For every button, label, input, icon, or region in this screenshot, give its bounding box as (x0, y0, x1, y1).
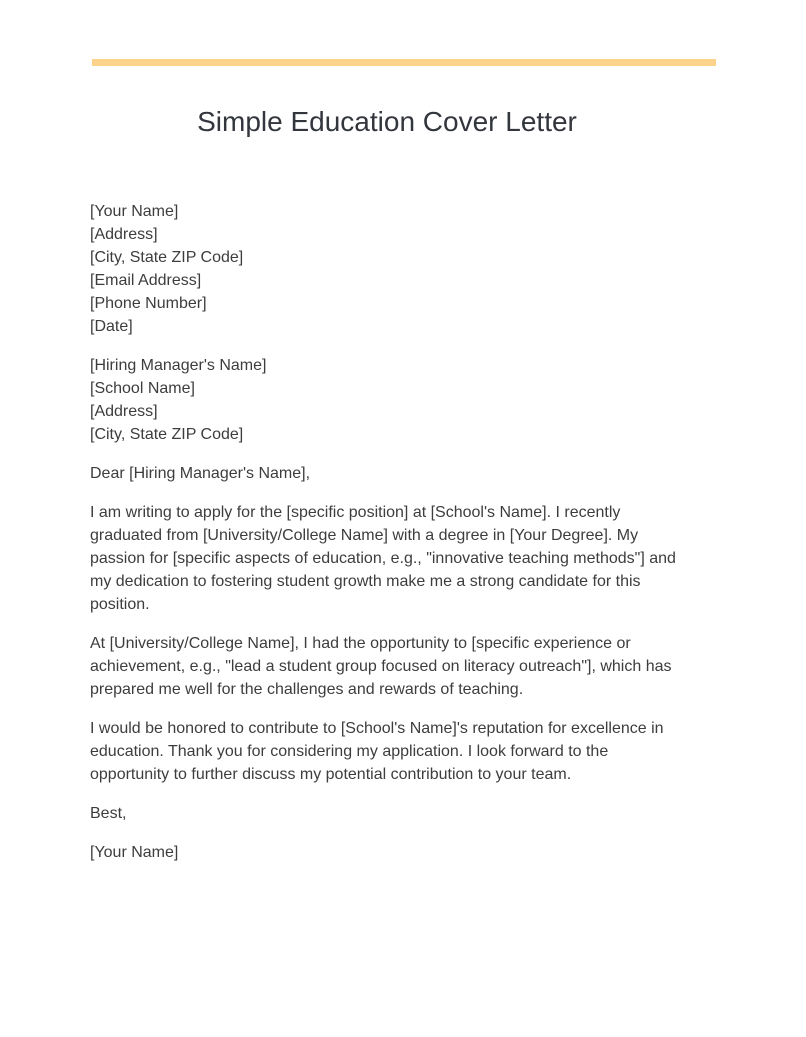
sender-email: [Email Address] (90, 272, 202, 289)
sender-address: [Address] (90, 226, 158, 243)
document-title: Simple Education Cover Letter (197, 106, 577, 137)
sender-phone: [Phone Number] (90, 295, 207, 312)
body-paragraph: At [University/College Name], I had the opportunity to [specific experience or achievement, e.g., "lead a student group focused on literacy outreach"], which has prepared me well for the challenges and rewards of teaching. (90, 635, 672, 698)
sender-name: [Your Name] (90, 203, 179, 220)
body-paragraph: I am writing to apply for the [specific position] at [School's Name]. I recently graduated from [University/College Name] with a degree in [Your Degree]. My passion for [specific aspects of education, e.g., "innovative teaching methods"] and my dedication to fostering student growth make me a strong candidate for this position. (90, 504, 676, 613)
sender-city-state-zip: [City, State ZIP Code] (90, 249, 244, 266)
recipient-manager-name: [Hiring Manager's Name] (90, 357, 267, 374)
accent-bar (92, 59, 716, 66)
sender-block (90, 200, 690, 338)
closing: Best, (90, 805, 127, 822)
recipient-city-state-zip: [City, State ZIP Code] (90, 426, 244, 443)
signature: [Your Name] (90, 844, 179, 861)
recipient-block (90, 354, 690, 446)
recipient-address: [Address] (90, 403, 158, 420)
body-paragraph: I would be honored to contribute to [School's Name]'s reputation for excellence in education. Thank you for considering my application. I look forward to the opportunity to further discuss my potential contribution to your team. (90, 720, 664, 783)
salutation: Dear [Hiring Manager's Name], (90, 465, 311, 482)
letter-date: [Date] (90, 318, 133, 335)
letter-body (90, 200, 690, 880)
recipient-school-name: [School Name] (90, 380, 195, 397)
